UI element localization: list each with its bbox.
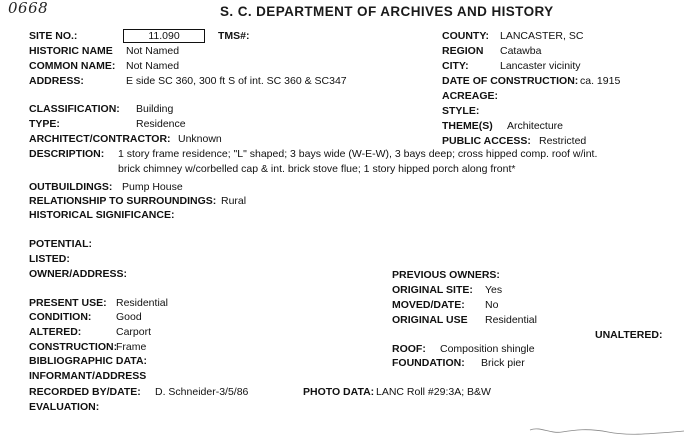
tms-label: TMS#: — [218, 30, 250, 42]
original-site-label: ORIGINAL SITE: — [392, 284, 473, 296]
construction-label: CONSTRUCTION: — [29, 341, 118, 353]
address-value: E side SC 360, 300 ft S of int. SC 360 & SC347 — [126, 75, 347, 87]
city-value: Lancaster vicinity — [500, 60, 581, 72]
altered-value: Carport — [116, 326, 152, 338]
public-access-label: PUBLIC ACCESS: — [442, 135, 531, 147]
region-value: Catawba — [500, 45, 542, 57]
type-value: Residence — [136, 118, 186, 130]
recorded-by-label: RECORDED BY/DATE: — [29, 386, 141, 398]
architect-value: Unknown — [178, 133, 222, 145]
informant-label: INFORMANT/ADDRESS — [29, 370, 147, 382]
original-site-value: Yes — [485, 284, 503, 296]
description-label: DESCRIPTION: — [29, 148, 105, 160]
historic-name-label: HISTORIC NAME — [29, 45, 113, 57]
county-value: LANCASTER, SC — [500, 30, 584, 42]
listed-label: LISTED: — [29, 253, 70, 265]
moved-date-label: MOVED/DATE: — [392, 299, 465, 311]
roof-value: Composition shingle — [440, 343, 535, 355]
altered-label: ALTERED: — [29, 326, 82, 338]
present-use-value: Residential — [116, 297, 168, 309]
relationship-label: RELATIONSHIP TO SURROUNDINGS: — [29, 195, 217, 207]
photo-data-label: PHOTO DATA: — [303, 386, 375, 398]
common-name-label: COMMON NAME: — [29, 60, 116, 72]
handwritten-number: 0668 — [8, 0, 49, 17]
condition-value: Good — [116, 311, 142, 323]
scanned-scrawl-mark — [528, 426, 688, 437]
date-construction-value: ca. 1915 — [580, 75, 621, 87]
present-use-label: PRESENT USE: — [29, 297, 107, 309]
foundation-label: FOUNDATION: — [392, 357, 465, 369]
description-line-1: 1 story frame residence; "L" shaped; 3 bays wide (W-E-W), 3 bays deep; cross hipped comp. roof w/int. — [118, 148, 598, 160]
date-construction-label: DATE OF CONSTRUCTION: — [442, 75, 579, 87]
outbuildings-label: OUTBUILDINGS: — [29, 181, 113, 193]
outbuildings-value: Pump House — [122, 181, 183, 193]
photo-data-value: LANC Roll #29:3A; B&W — [376, 386, 491, 398]
moved-date-value: No — [485, 299, 499, 311]
potential-label: POTENTIAL: — [29, 238, 92, 250]
public-access-value: Restricted — [539, 135, 587, 147]
evaluation-label: EVALUATION: — [29, 401, 100, 413]
style-label: STYLE: — [442, 105, 480, 117]
site-no-label: SITE NO.: — [29, 30, 78, 42]
page-title: S. C. DEPARTMENT OF ARCHIVES AND HISTORY — [220, 4, 554, 19]
foundation-value: Brick pier — [481, 357, 525, 369]
bibliographic-label: BIBLIOGRAPHIC DATA: — [29, 355, 148, 367]
condition-label: CONDITION: — [29, 311, 92, 323]
city-label: CITY: — [442, 60, 469, 72]
site-no-value: 11.090 — [123, 29, 205, 43]
classification-value: Building — [136, 103, 174, 115]
relationship-value: Rural — [221, 195, 247, 207]
acreage-label: ACREAGE: — [442, 90, 499, 102]
county-label: COUNTY: — [442, 30, 490, 42]
roof-label: ROOF: — [392, 343, 426, 355]
themes-value: Architecture — [507, 120, 564, 132]
original-use-label: ORIGINAL USE — [392, 314, 468, 326]
previous-owners-label: PREVIOUS OWNERS: — [392, 269, 500, 281]
classification-label: CLASSIFICATION: — [29, 103, 120, 115]
type-label: TYPE: — [29, 118, 60, 130]
historic-name-value: Not Named — [126, 45, 180, 57]
themes-label: THEME(S) — [442, 120, 493, 132]
original-use-value: Residential — [485, 314, 537, 326]
address-label: ADDRESS: — [29, 75, 84, 87]
recorded-by-value: D. Schneider-3/5/86 — [155, 386, 249, 398]
region-label: REGION — [442, 45, 484, 57]
common-name-value: Not Named — [126, 60, 180, 72]
architect-label: ARCHITECT/CONTRACTOR: — [29, 133, 171, 145]
construction-value: Frame — [116, 341, 147, 353]
historical-significance-label: HISTORICAL SIGNIFICANCE: — [29, 209, 175, 221]
unaltered-label: UNALTERED: — [595, 329, 663, 341]
owner-address-label: OWNER/ADDRESS: — [29, 268, 128, 280]
description-line-2: brick chimney w/corbelled cap & int. brick stove flue; 1 story hipped porch along front* — [118, 163, 516, 175]
